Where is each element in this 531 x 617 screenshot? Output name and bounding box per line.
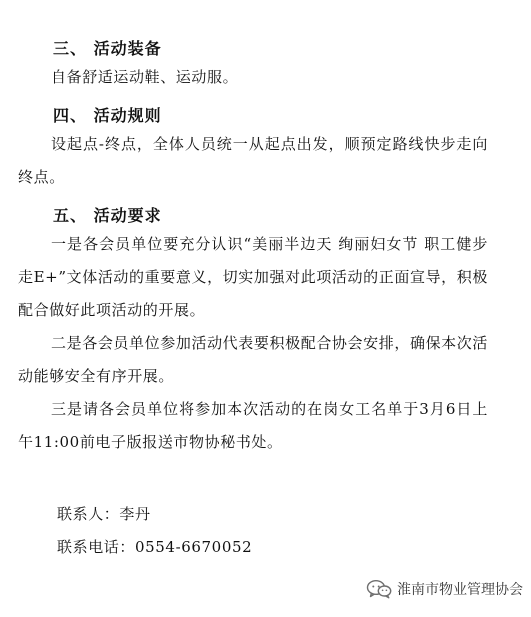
requirement-paragraph-2: 二是各会员单位参加活动代表要积极配合协会安排，确保本次活动能够安全有序开展。: [18, 334, 488, 385]
requirement-paragraph-3: 三是请各会员单位将参加本次活动的在岗女工名单于3月6日上午11:00前电子版报送市物协秘书处。: [18, 400, 488, 451]
contact-person: 联系人：李丹: [57, 505, 151, 523]
section-heading-equipment: 三、 活动装备: [53, 39, 162, 58]
section-body-equipment: 自备舒适运动鞋、运动服。: [51, 68, 239, 86]
section-heading-requirements: 五、 活动要求: [53, 206, 162, 225]
wechat-icon: [366, 579, 392, 599]
watermark-text: 淮南市物业管理协会: [397, 582, 523, 598]
section-body-rules: 设起点-终点，全体人员统一从起点出发，顺预定路线快步走向终点。: [18, 135, 488, 186]
contact-phone: 联系电话：0554-6670052: [57, 538, 253, 556]
requirement-paragraph-1: 一是各会员单位要充分认识“美丽半边天 绚丽妇女节 职工健步走E+”文体活动的重要意义，切实加强对此项活动的正面宣导，积极配合做好此项活动的开展。: [18, 235, 488, 319]
watermark: [366, 579, 523, 599]
section-heading-rules: 四、 活动规则: [53, 106, 162, 125]
